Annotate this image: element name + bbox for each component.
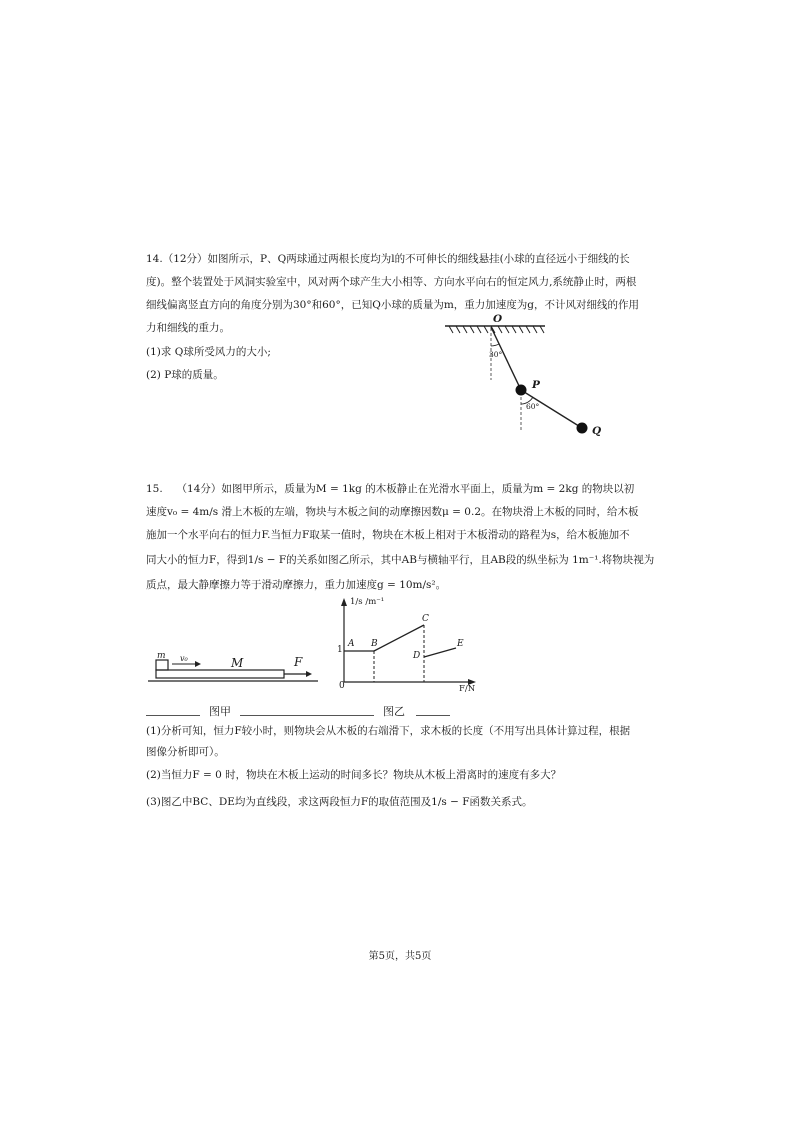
- label-p: P: [532, 379, 540, 391]
- label-o: O: [493, 313, 503, 325]
- label-angle-60: 60°: [526, 402, 540, 411]
- point-b: B: [371, 639, 378, 649]
- q15-sub-1b: 图像分析即可）。: [146, 746, 225, 758]
- label-F: F: [294, 655, 303, 669]
- segment-bc: [374, 625, 424, 651]
- caption-jia: 图甲: [209, 705, 231, 718]
- q15-sub-1: (1)分析可知，恒力F较小时，则物块会从木板的右端滑下，求木板的长度（不用写出具体计算过程，根据: [146, 725, 631, 737]
- q15-sub-3: (3)图乙中BC、DE均为直线段，求这两段恒力F的取值范围及1/s − F函数关系式。: [146, 796, 533, 808]
- label-angle-30: 30°: [489, 350, 503, 359]
- point-a: A: [348, 639, 355, 649]
- label-v0: v₀: [180, 654, 188, 663]
- q14-sub-2: (2) P球的质量。: [146, 369, 224, 381]
- q14-line-1: 14.（12分）如图所示，P、Q两球通过两根长度均为l的不可伸长的细线悬挂(小球的直径远小于细线的长: [146, 253, 630, 265]
- caption-line-right: [416, 715, 450, 716]
- caption-line-left: [146, 715, 200, 716]
- q15-line-1: 15. （14分）如图甲所示，质量为M = 1kg 的木板静止在光滑水平面上，质量为m = 2kg 的物块以初: [146, 483, 635, 495]
- q14-sub-1: (1)求 Q球所受风力的大小;: [146, 346, 271, 358]
- axis-ylabel: 1/s /m⁻¹: [350, 597, 385, 607]
- y-tick-1: 1: [337, 645, 343, 655]
- q14-line-2: 度)。整个装置处于风洞实验室中，风对两个球产生大小相等、方向水平向右的恒定风力,系统静止时，两根: [146, 276, 637, 288]
- q15-line-2: 速度v₀ = 4m/s 滑上木板的左端，物块与木板之间的动摩擦因数μ = 0.2。在物块滑上木板的同时，给木板: [146, 506, 639, 518]
- q15-sub-2: (2)当恒力F = 0 时，物块在木板上运动的时间多长？物块从木板上滑离时的速度有多大？: [146, 769, 562, 781]
- label-q: Q: [592, 425, 602, 437]
- axis-origin: 0: [339, 681, 345, 691]
- caption-line-mid: [240, 715, 374, 716]
- point-e: E: [457, 639, 464, 649]
- q15-line-4: 同大小的恒力F，得到1/s − F的关系如图乙所示，其中AB与横轴平行，且AB段的纵坐标为 1m⁻¹.将物块视为: [146, 554, 655, 566]
- q15-line-5: 质点，最大静摩擦力等于滑动摩擦力，重力加速度g = 10m/s²。: [146, 579, 447, 591]
- point-d: D: [413, 651, 421, 661]
- label-m: m: [157, 651, 166, 661]
- q14-line-4: 力和细线的重力。: [146, 322, 230, 334]
- label-M: M: [231, 656, 244, 670]
- segment-de: [424, 648, 456, 657]
- axis-xlabel: F/N: [459, 684, 476, 694]
- page-footer: 第5页，共5页: [368, 951, 432, 962]
- q15-line-3: 施加一个水平向右的恒力F.当恒力F取某一值时，物块在木板上相对于木板滑动的路程为s，给木板施加不: [146, 529, 630, 541]
- caption-yi: 图乙: [383, 705, 405, 718]
- q14-line-3: 细线偏离竖直方向的角度分别为30°和60°，已知Q小球的质量为m，重力加速度为g，不计风对细线的作用: [146, 299, 640, 311]
- point-c: C: [422, 614, 429, 624]
